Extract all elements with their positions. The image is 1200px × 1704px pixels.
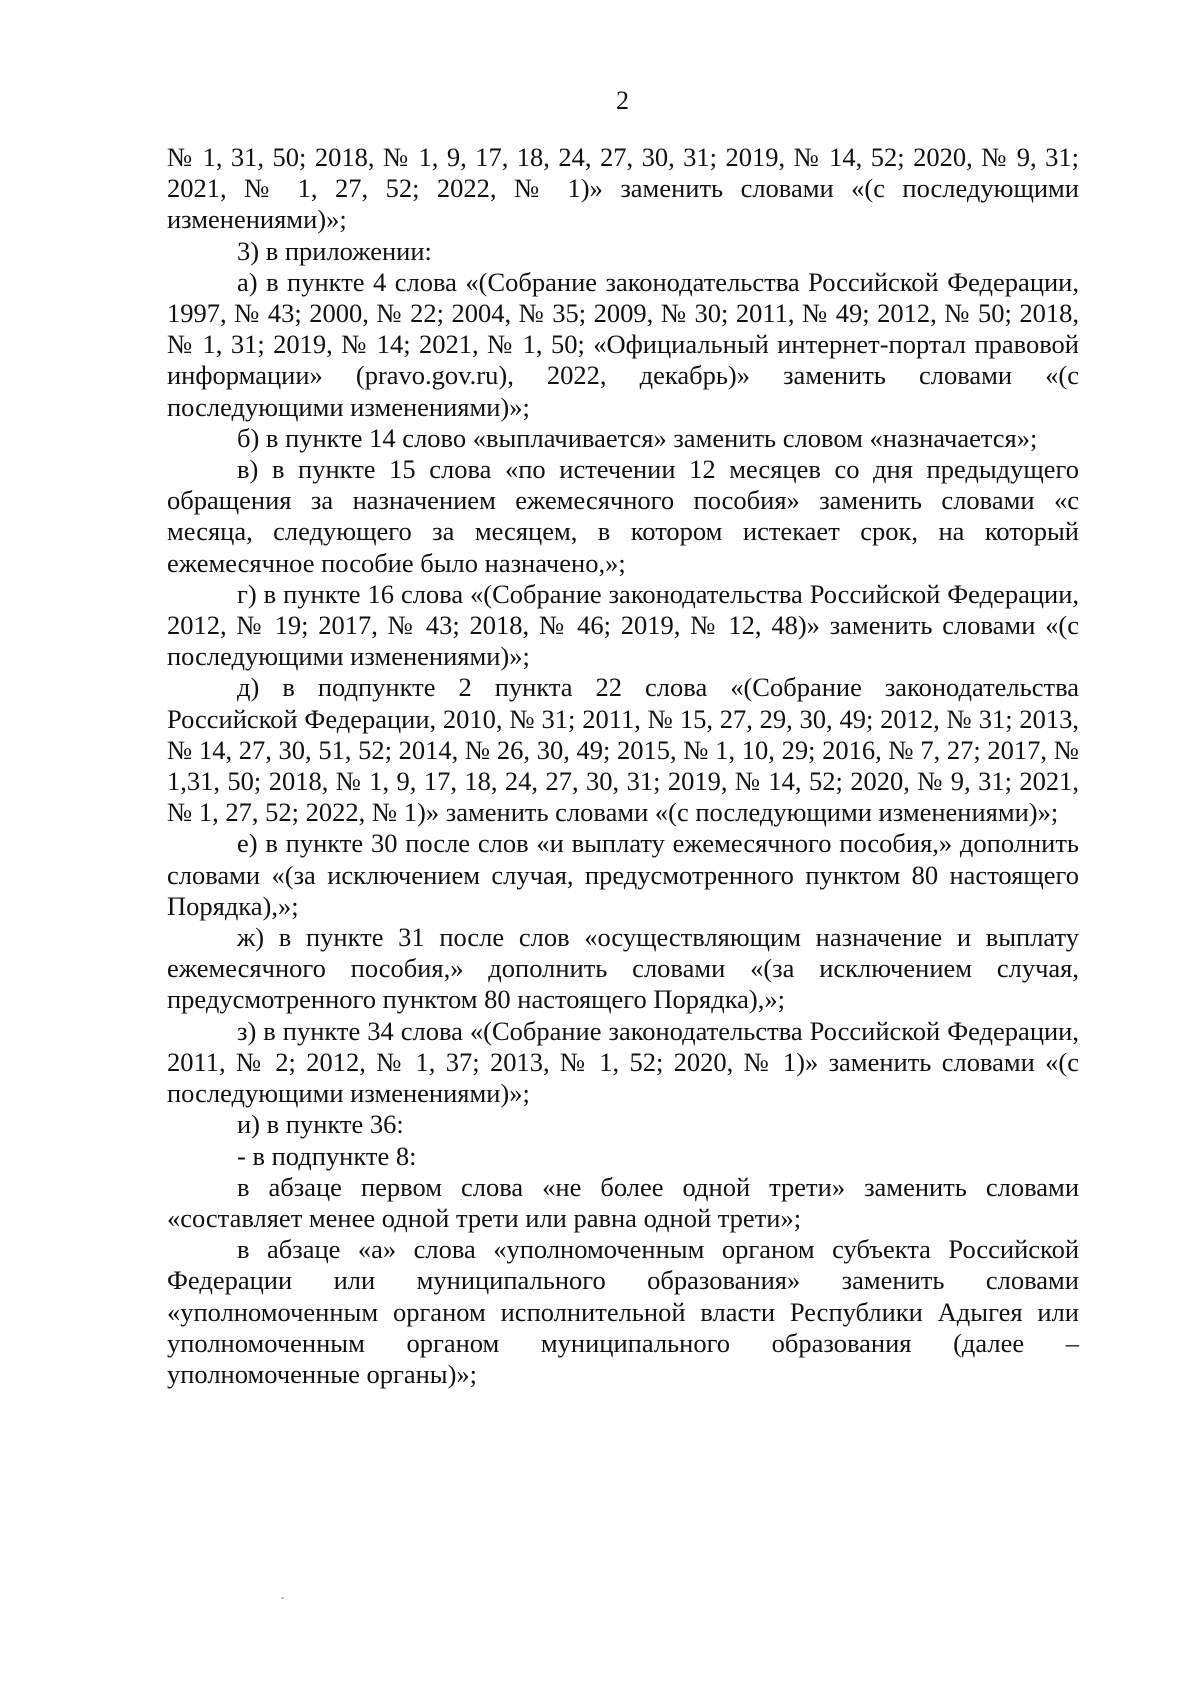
paragraph-item-e: е) в пункте 30 после слов «и выплату ежемесячного пособия,» дополнить словами «(за исключением случая, предусмотренного пунктом 80 настоящего Порядка),»; <box>167 828 1079 921</box>
document-body <box>167 142 1079 1390</box>
scan-speck <box>281 1597 284 1599</box>
paragraph-item-3: 3) в приложении: <box>237 235 432 266</box>
paragraph-item-i: и) в пункте 36: <box>237 1109 404 1140</box>
paragraph-item-a: а) в пункте 4 слова «(Собрание законодательства Российской Федерации, 1997, № 43; 2000, № 22; 2004, № 35; 2009, № 30; 2011, № 49; 2012, № 50; 2018, № 1, 31; 2019, № 14; 2021, № 1, 50; «Официальный интернет-портал правовой информации» (pravo.gov.ru), 2022, декабрь)» заменить словами «(с последующими изменениями)»; <box>167 266 1079 422</box>
paragraph-continuation: № 1, 31, 50; 2018, № 1, 9, 17, 18, 24, 27, 30, 31; 2019, № 14, 52; 2020, № 9, 31; 2021, № 1, 27, 52; 2022, № 1)» заменить словами «(с последующими изменениями)»; <box>167 142 1079 235</box>
paragraph-abzac-a: в абзаце «а» слова «уполномоченным органом субъекта Российской Федерации или муниципального образования» заменить словами «уполномоченным органом исполнительной власти Республики Адыгея или уполномоченным органом муниципального образования (далее – уполномоченные органы)»; <box>167 1234 1079 1389</box>
paragraph-item-d: д) в подпункте 2 пункта 22 слова «(Собрание законодательства Российской Федерации, 2010, № 31; 2011, № 15, 27, 29, 30, 49; 2012, № 31; 2013, № 14, 27, 30, 51, 52; 2014, № 26, 30, 49; 2015, № 1, 10, 29; 2016, № 7, 27; 2017, № 1,31, 50; 2018, № 1, 9, 17, 18, 24, 27, 30, 31; 2019, № 14, 52; 2020, № 9, 31; 2021, № 1, 27, 52; 2022, № 1)» заменить словами «(с последующими изменениями)»; <box>167 672 1079 828</box>
paragraph-subitem-8: - в подпункте 8: <box>237 1140 417 1171</box>
paragraph-item-z: з) в пункте 34 слова «(Собрание законодательства Российской Федерации, 2011, № 2; 2012, № 1, 37; 2013, № 1, 52; 2020, № 1)» заменить словами «(с последующими изменениями)»; <box>167 1015 1079 1109</box>
paragraph-item-g: г) в пункте 16 слова «(Собрание законодательства Российской Федерации, 2012, № 19; 2017, № 43; 2018, № 46; 2019, № 12, 48)» заменить словами «(с последующими изменениями)»; <box>167 578 1079 672</box>
paragraph-item-b: б) в пункте 14 слово «выплачивается» заменить словом «назначается»; <box>237 422 1038 453</box>
paragraph-abzac-first: в абзаце первом слова «не более одной трети» заменить словами «составляет менее одной трети или равна одной трети»; <box>167 1171 1079 1233</box>
paragraph-item-v: в) в пункте 15 слова «по истечении 12 месяцев со дня предыдущего обращения за назначением ежемесячного пособия» заменить словами «с месяца, следующего за месяцем, в котором истекает срок, на который ежемесячное пособие было назначено,»; <box>167 454 1079 578</box>
paragraph-item-zh: ж) в пункте 31 после слов «осуществляющим назначение и выплату ежемесячного пособия,» дополнить словами «(за исключением случая, предусмотренного пунктом 80 настоящего Порядка),»; <box>167 922 1079 1015</box>
page-number: 2 <box>616 86 629 115</box>
